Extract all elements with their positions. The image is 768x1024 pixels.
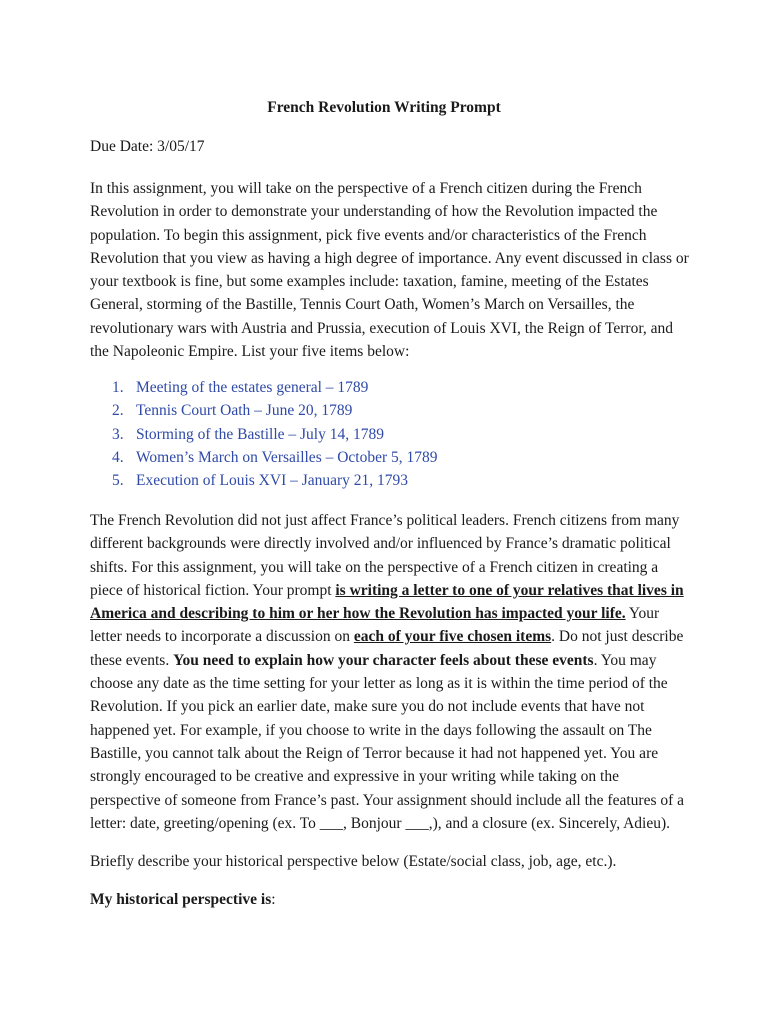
prompt-emphasis: is writing a letter to one of your relatives that lives in America and describing to him or her how the Revolution has impacted your life.	[90, 581, 684, 623]
page-title: French Revolution Writing Prompt	[267, 99, 501, 116]
list-item	[90, 423, 438, 446]
list-number: 4.	[112, 448, 124, 466]
instructions-text: The French Revolution did not just affect France’s political leaders. French citizens from many different backgrounds were directly involved and/or influenced by France’s dramatic political shifts. For this assignment, you will take on the perspective of a French citizen in creating a piece of historical fiction. Your prompt	[90, 512, 680, 599]
instructions-text: Your letter needs to incorporate a discussion on	[90, 605, 660, 646]
list-item-text: Tennis Court Oath – June 20, 1789	[136, 402, 353, 420]
list-number: 2.	[112, 402, 124, 420]
event-list	[90, 376, 438, 492]
perspective-instruction: Briefly describe your historical perspective below (Estate/social class, job, age, etc.).	[90, 853, 617, 870]
instructions-text: . You may choose any date as the time setting for your letter as long as it is within the time period of the Revolution. If you pick an earlier date, make sure you do not include events that have not happened yet. For example, if you choose to write in the days following the assault on The Bastille, you cannot talk about the Reign of Terror because it had not happened yet. You are strongly encouraged to be creative and expressive in your writing while taking on the perspective of someone from France’s past. Your assignment should include all the features of a letter: date, greeting/opening (ex. To ___, Bonjour ___,), and a closure (ex. Sincerely, Adieu).	[90, 651, 685, 832]
due-date: Due Date: 3/05/17	[90, 138, 205, 155]
list-item	[90, 376, 438, 399]
list-number: 5.	[112, 472, 124, 490]
list-item-text: Meeting of the estates general – 1789	[136, 379, 369, 396]
perspective-label-text: My historical perspective is	[90, 891, 272, 908]
perspective-colon: :	[271, 891, 276, 908]
list-number: 1.	[112, 379, 124, 396]
list-item	[90, 399, 438, 422]
instructions-paragraph	[90, 509, 690, 835]
perspective-label	[90, 890, 276, 910]
items-emphasis: each of your five chosen items	[353, 628, 552, 646]
list-number: 3.	[112, 425, 124, 443]
list-item-text: Storming of the Bastille – July 14, 1789	[136, 425, 384, 443]
list-item-text: Execution of Louis XVI – January 21, 1793	[136, 472, 409, 490]
list-item-text: Women’s March on Versailles – October 5, 1789	[136, 448, 438, 466]
list-item	[90, 469, 438, 492]
intro-paragraph: In this assignment, you will take on the perspective of a French citizen during the French Revolution in order to demonstrate your understanding of how the Revolution impacted the population. To begin this assignment, pick five events and/or characteristics of the French Revolution that you view as having a high degree of importance. Any event discussed in class or your textbook is fine, but some examples include: taxation, famine, meeting of the Estates General, storming of the Bastille, Tennis Court Oath, Women’s March on Versailles, the revolutionary wars with Austria and Prussia, execution of Louis XVI, the Reign of Terror, and the Napoleonic Empire. List your five items below:	[90, 180, 689, 361]
instructions-text: . Do not just describe these events.	[90, 628, 684, 669]
list-item	[90, 446, 438, 469]
feelings-emphasis: You need to explain how your character feels about these events	[173, 651, 594, 669]
